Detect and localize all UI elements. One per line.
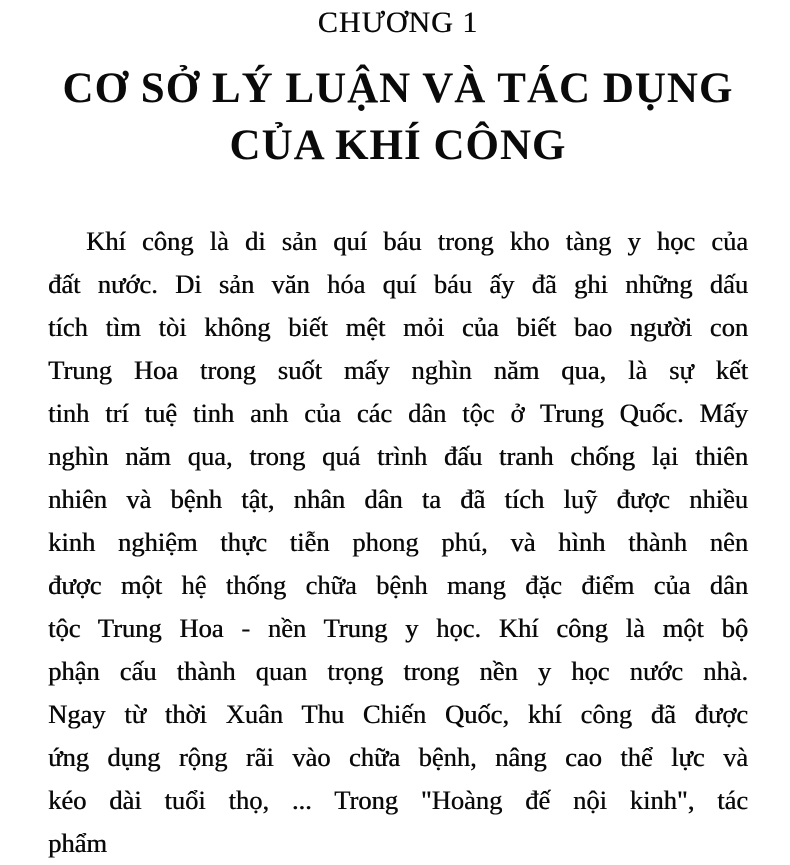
chapter-heading: CHƯƠNG 1 [317,6,479,39]
text-line: tích tìm tòi không biết mệt mỏi của biết bao người con [48,312,748,342]
text-line: ứng dụng rộng rãi vào chữa bệnh, nâng cao thể lực và [48,742,748,772]
text-line: nhiên và bệnh tật, nhân dân ta đã tích luỹ được nhiều [48,484,748,514]
text-line: kéo dài tuổi thọ, ... Trong "Hoàng đế nội kinh", tác [48,785,748,815]
text-line: kinh nghiệm thực tiễn phong phú, và hình thành nên [48,527,748,557]
text-line: đất nước. Di sản văn hóa quí báu ấy đã ghi những dấu [48,269,748,299]
text-line: tộc Trung Hoa - nền Trung y học. Khí công là một bộ [48,613,748,643]
text-line: Trung Hoa trong suốt mấy nghìn năm qua, là sự kết [48,355,748,385]
text-line: nghìn năm qua, trong quá trình đấu tranh chống lại thiên [48,441,748,471]
book-title [48,60,748,174]
title-line-2: CỦA KHÍ CÔNG [229,122,567,169]
text-line: Khí công là di sản quí báu trong kho tàng y học của [86,226,748,256]
body-paragraph [48,220,748,865]
text-line: tinh trí tuệ tinh anh của các dân tộc ở Trung Quốc. Mấy [48,398,748,428]
title-line-1: CƠ SỞ LÝ LUẬN VÀ TÁC DỤNG [62,65,734,112]
text-line: phận cấu thành quan trọng trong nền y học nước nhà. [48,656,748,686]
clipped-text-line: phẩm [48,828,107,858]
text-line: được một hệ thống chữa bệnh mang đặc điểm của dân [48,570,748,600]
text-line: Ngay từ thời Xuân Thu Chiến Quốc, khí công đã được [48,699,748,729]
